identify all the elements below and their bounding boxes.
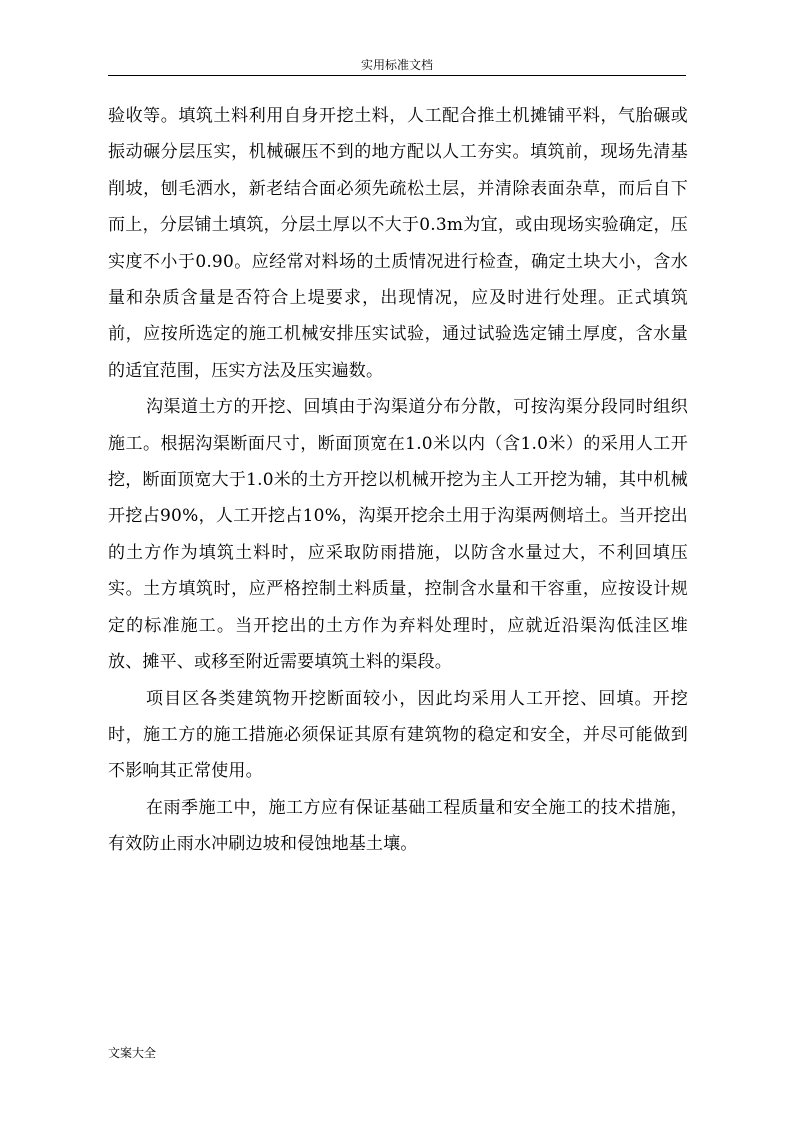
header-divider — [108, 75, 686, 76]
page-footer: 文案大全 — [108, 1046, 157, 1060]
document-body — [108, 98, 688, 863]
paragraph-channel-earthwork: 沟渠道土方的开挖、回填由于沟渠道分布分散，可按沟渠分段同时组织施工。根据沟渠断面尺寸，断面顶宽在1.0米以内（含1.0米）的采用人工开挖，断面顶宽大于1.0米的土方开挖以机械开挖为主人工开挖为辅，其中机械开挖占90%，人工开挖占10%，沟渠开挖余土用于沟渠两侧培土。当开挖出的土方作为填筑土料时，应采取防雨措施，以防含水量过大，不利回填压实。土方填筑时，应严格控制土料质量，控制含水量和干容重，应按设计规定的标准施工。当开挖出的土方作为弃料处理时，应就近沿渠沟低洼区堆放、摊平、或移至附近需要填筑土料的渠段。 — [108, 397, 688, 673]
page-header: 实用标准文档 — [360, 58, 433, 72]
paragraph-continued: 验收等。填筑土料利用自身开挖土料，人工配合推土机摊铺平料，气胎碾或振动碾分层压实，机械碾压不到的地方配以人工夯实。填筑前，现场先清基削坡，刨毛洒水，新老结合面必须先疏松土层，并清除表面杂草，而后自下而上，分层铺土填筑，分层土厚以不大于0.3m为宜，或由现场实验确定，压实度不小于0.90。应经常对料场的土质情况进行检查，确定土块大小，含水量和杂质含量是否符合上堤要求，出现情况，应及时进行处理。正式填筑前，应按所选定的施工机械安排压实试验，通过试验选定铺土厚度，含水量的适宜范围，压实方法及压实遍数。 — [108, 106, 688, 381]
paragraph-structure-excavation: 项目区各类建筑物开挖断面较小，因此均采用人工开挖、回填。开挖时，施工方的施工措施必须保证其原有建筑物的稳定和安全，并尽可能做到不影响其正常使用。 — [108, 688, 688, 782]
paragraph-rainy-season: 在雨季施工中，施工方应有保证基础工程质量和安全施工的技术措施，有效防止雨水冲刷边坡和侵蚀地基土壤。 — [108, 797, 688, 855]
